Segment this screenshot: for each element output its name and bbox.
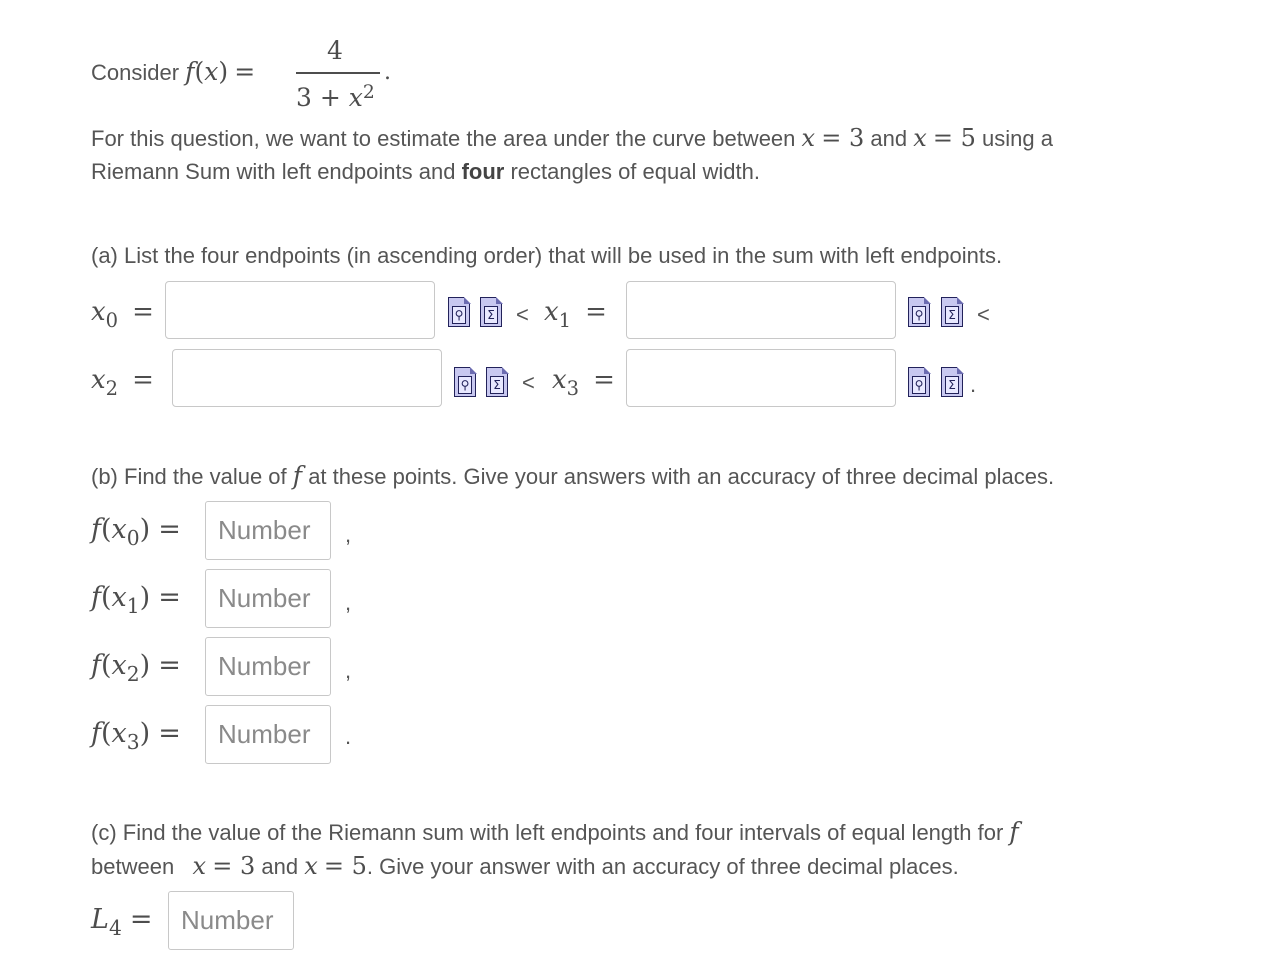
f-x0-label: $f(x_0)$ = (91, 514, 181, 551)
l4-label: $L_4$ = (91, 904, 153, 941)
equation-editor-icon[interactable]: Σ (941, 367, 963, 397)
lt-symbol: < (977, 302, 990, 327)
comma: , (345, 658, 352, 683)
x1-label: $x_1$ = (544, 297, 607, 332)
f-x3-input[interactable]: Number (205, 705, 331, 764)
f-x2-label: $f(x_2)$ = (91, 650, 181, 687)
part-c-prompt-line-2: between x = 3 and x = 5. Give your answer with an accuracy of three decimal places. (91, 852, 959, 880)
f-x3-label: $f(x_3)$ = (91, 718, 181, 755)
part-a-prompt: (a) List the four endpoints (in ascending order) that will be used in the sum with left endpoints. (91, 243, 1003, 268)
preview-icon[interactable]: ⚲ (908, 297, 930, 327)
period: . (345, 724, 352, 749)
x2-label: $x_2$ = (91, 365, 154, 400)
x0-input[interactable] (165, 281, 435, 339)
f-x1-label: $f(x_1)$ = (91, 582, 181, 619)
f-x1-input[interactable]: Number (205, 569, 331, 628)
x2-input[interactable] (172, 349, 442, 407)
x3-label: $x_3$ = (552, 365, 615, 400)
preview-icon[interactable]: ⚲ (448, 297, 470, 327)
x3-input[interactable] (626, 349, 896, 407)
consider-label: Consider (91, 60, 180, 85)
fraction-numerator: 4 (327, 36, 343, 65)
preview-icon[interactable]: ⚲ (454, 367, 476, 397)
x0-label: $x_0$ = (91, 297, 154, 332)
f-x0-input[interactable]: Number (205, 501, 331, 560)
part-b-prompt: (b) Find the value of f at these points. Give your answers with an accuracy of three decimal places. (91, 461, 1055, 490)
question-line-1: For this question, we want to estimate the area under the curve between x = 3 and x = 5 using a (91, 124, 1053, 152)
equation-editor-icon[interactable]: Σ (486, 367, 508, 397)
comma: , (345, 590, 352, 615)
preview-icon[interactable]: ⚲ (908, 367, 930, 397)
fraction-denominator: $3 + x^2$ (296, 81, 375, 112)
fraction-bar (296, 72, 380, 74)
x1-input[interactable] (626, 281, 896, 339)
intro-period: . (384, 60, 391, 85)
comma: , (345, 522, 352, 547)
equation-editor-icon[interactable]: Σ (941, 297, 963, 327)
f-x2-input[interactable]: Number (205, 637, 331, 696)
lt-symbol: < (522, 370, 535, 395)
l4-input[interactable]: Number (168, 891, 294, 950)
question-line-2: Riemann Sum with left endpoints and four rectangles of equal width. (91, 159, 760, 184)
lt-symbol: < (516, 302, 529, 327)
intro-text: Consider f(x) = (91, 57, 256, 86)
equation-editor-icon[interactable]: Σ (480, 297, 502, 327)
period: . (970, 372, 977, 397)
part-c-prompt-line-1: (c) Find the value of the Riemann sum with left endpoints and four intervals of equal length for f (91, 817, 1019, 846)
